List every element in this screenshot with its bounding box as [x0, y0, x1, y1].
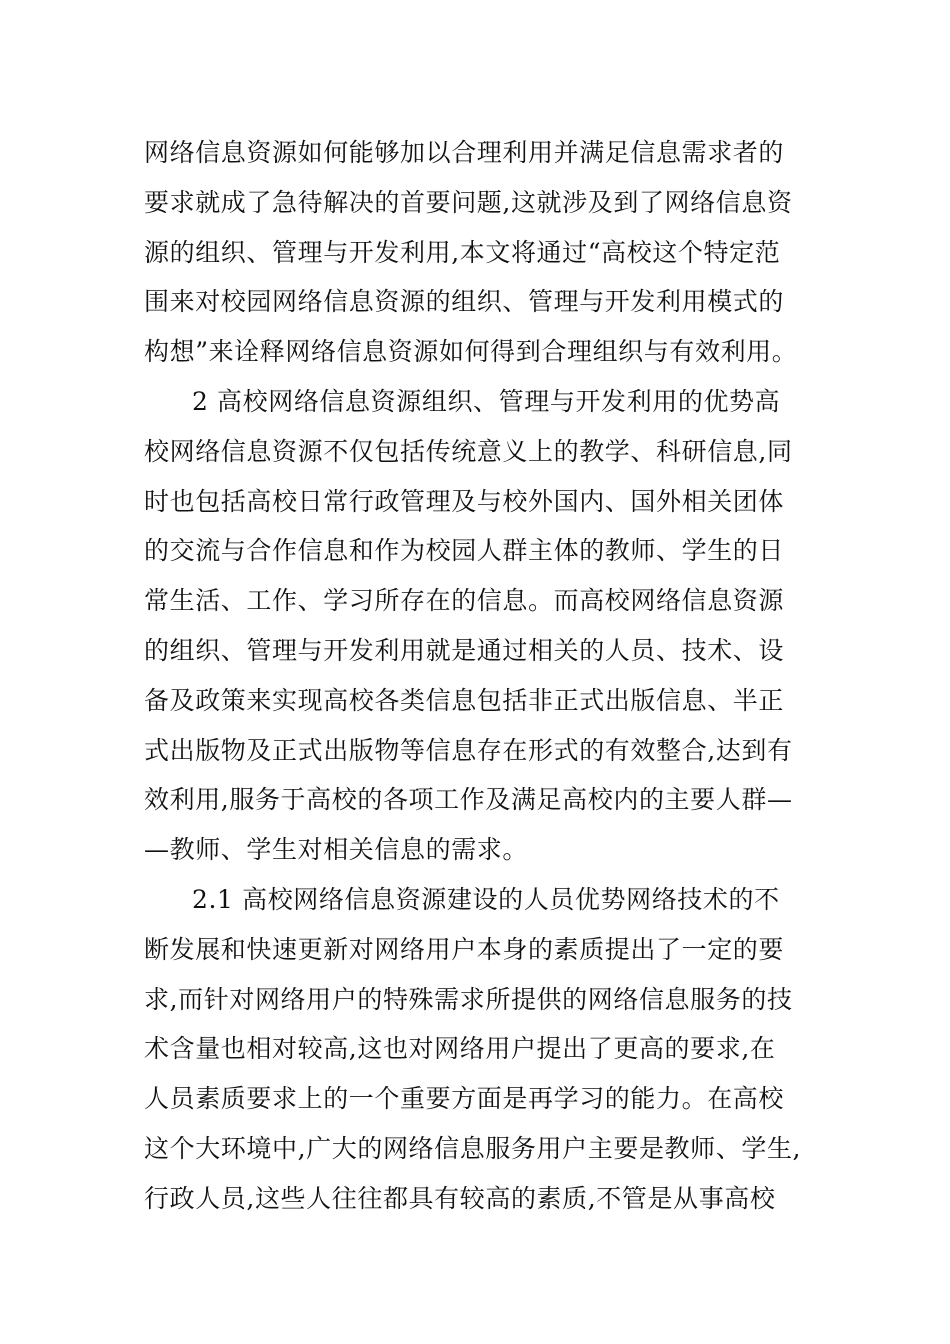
- text-line: 式出版物及正式出版物等信息存在形式的有效整合,达到有: [144, 735, 793, 765]
- text-line: 行政人员,这些人往往都具有较高的素质,不管是从事高校: [144, 1183, 776, 1213]
- text-line: 这个大环境中,广大的网络信息服务用户主要是教师、学生,: [144, 1133, 802, 1163]
- text-line: 人员素质要求上的一个重要方面是再学习的能力。在高校: [144, 1084, 785, 1114]
- text-line: 术含量也相对较高,这也对网络用户提出了更高的要求,在: [144, 1034, 776, 1064]
- text-line: 断发展和快速更新对网络用户本身的素质提出了一定的要: [144, 934, 785, 964]
- text-line: 的交流与合作信息和作为校园人群主体的教师、学生的日: [144, 536, 785, 566]
- text-line: 求,而针对网络用户的特殊需求所提供的网络信息服务的技: [144, 984, 793, 1014]
- subsection-heading-line: 2.1 高校网络信息资源建设的人员优势网络技术的不: [192, 884, 780, 914]
- text-line: 备及政策来实现高校各类信息包括非正式出版信息、半正: [144, 685, 785, 715]
- section-heading-line: 2 高校网络信息资源组织、管理与开发利用的优势高: [192, 386, 781, 416]
- text-line: 校网络信息资源不仅包括传统意义上的教学、科研信息,同: [144, 436, 793, 466]
- text-line: 网络信息资源如何能够加以合理利用并满足信息需求者的: [144, 138, 785, 167]
- text-line: 效利用,服务于高校的各项工作及满足高校内的主要人群—: [144, 785, 793, 815]
- text-line: 围来对校园网络信息资源的组织、管理与开发利用模式的: [144, 287, 785, 317]
- text-line: 源的组织、管理与开发利用,本文将通过“高校这个特定范: [144, 237, 781, 267]
- text-line: 要求就成了急待解决的首要问题,这就涉及到了网络信息资: [144, 187, 793, 217]
- text-line: 构想”来诠释网络信息资源如何得到合理组织与有效利用。: [144, 337, 798, 367]
- body-text: [144, 128, 814, 1224]
- text-line: 常生活、工作、学习所存在的信息。而高校网络信息资源: [144, 586, 785, 616]
- text-line: 时也包括高校日常行政管理及与校外国内、国外相关团体: [144, 486, 785, 516]
- text-line: —教师、学生对相关信息的需求。: [144, 835, 529, 865]
- text-line: 的组织、管理与开发利用就是通过相关的人员、技术、设: [144, 635, 785, 665]
